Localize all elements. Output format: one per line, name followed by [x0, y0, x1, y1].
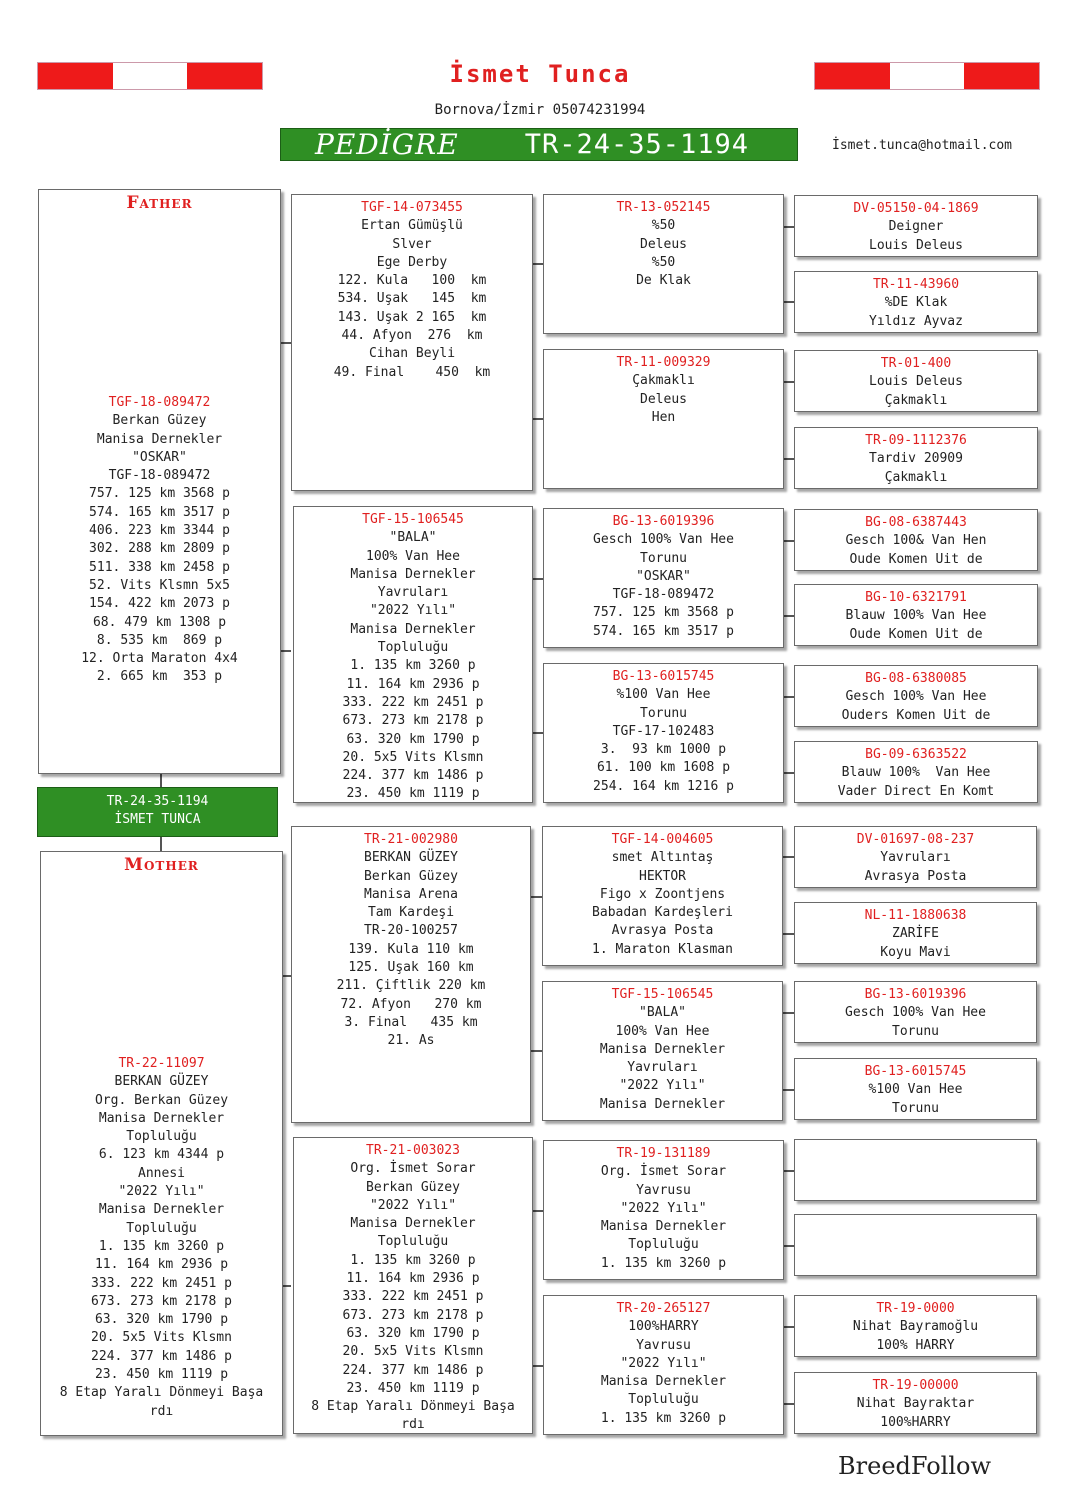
great-grandparent-card[interactable]	[542, 826, 783, 966]
pedigree-line: Annesi	[138, 1165, 185, 1181]
pedigree-line: Topluluğu	[126, 1220, 197, 1236]
pedigree-line: 100%HARRY	[880, 1414, 951, 1430]
pedigree-line: 211. Çiftlik 220 km	[336, 978, 486, 994]
pedigree-line: 333. 222 km 2451 p	[342, 694, 484, 710]
pedigree-line: 8 Etap Yaralı Dönmeyi Başa	[59, 1385, 264, 1401]
pedigree-line: "OSKAR"	[132, 449, 187, 465]
pedigree-line: 406. 223 km 3344 p	[89, 523, 230, 539]
pedigree-line: "OSKAR"	[636, 568, 691, 584]
subject-bird-card[interactable]	[37, 787, 278, 837]
pedigree-line: 139. Kula 110 km	[348, 941, 474, 957]
pedigree-line: BERKAN GÜZEY	[364, 850, 458, 866]
pedigree-line: Louis Deleus	[869, 237, 963, 253]
pedigree-line: Avrasya Posta	[864, 868, 967, 884]
connector-gen3	[784, 615, 794, 617]
pedigree-line: 11. 164 km 2936 p	[346, 676, 480, 692]
pedigree-line: Berkan Güzey	[366, 1179, 460, 1195]
ring-number: TR-21-003023	[366, 1143, 460, 1158]
paternal-grandsire-card[interactable]	[291, 194, 533, 491]
pedigree-line: 302. 288 km 2809 p	[89, 541, 230, 557]
pedigree-line: 63. 320 km 1790 p	[346, 1325, 480, 1341]
pedigree-line: 224. 377 km 1486 p	[342, 1362, 484, 1378]
pedigree-line: 21. As	[387, 1033, 435, 1049]
maternal-granddam-card[interactable]	[293, 1137, 533, 1434]
pedigree-line: 574. 165 km 3517 p	[593, 623, 734, 639]
ggp-card[interactable]	[794, 350, 1038, 412]
ggp-card[interactable]	[794, 1295, 1037, 1357]
great-grandparent-card[interactable]	[543, 194, 784, 334]
pedigree-line: Yavrusu	[636, 1337, 691, 1353]
pedigree-line: 49. Final 450 km	[333, 364, 491, 380]
connector-gen2	[533, 1365, 543, 1367]
pedigree-line: Torunu	[892, 1100, 939, 1116]
pedigree-line: "2022 Yılı"	[620, 1200, 707, 1216]
ring-number: TGF-14-004605	[611, 832, 714, 847]
pedigree-line: 125. Uşak 160 km	[348, 960, 474, 976]
ggp-card[interactable]	[794, 665, 1038, 727]
connector-gen1-mother	[283, 1285, 291, 1287]
ring-number: BG-13-6019396	[612, 514, 715, 529]
mother-label: Mother	[124, 855, 199, 875]
pedigree-line: 143. Uşak 2 165 km	[337, 309, 487, 325]
ring-number: BG-13-6019396	[864, 987, 967, 1002]
pedigree-line: TGF-18-089472	[612, 587, 715, 603]
great-grandparent-card[interactable]	[543, 349, 784, 489]
pedigree-line: Deigner	[888, 219, 944, 235]
pedigree-line: Manisa Dernekler	[98, 1110, 225, 1126]
pedigree-line: 8 Etap Yaralı Dönmeyi Başa	[311, 1399, 515, 1415]
pedigree-line: 673. 273 km 2178 p	[91, 1293, 232, 1309]
pedigree-line: Nihat Bayramoğlu	[852, 1319, 979, 1335]
pedigree-line: 224. 377 km 1486 p	[342, 768, 484, 784]
pedigree-line: Yavrusu	[636, 1182, 691, 1198]
pedigree-line: "BALA"	[389, 530, 437, 546]
pedigree-line: 11. 164 km 2936 p	[346, 1271, 480, 1287]
pedigree-line: Manisa Dernekler	[96, 431, 223, 447]
pedigree-line: 100% HARRY	[876, 1337, 955, 1353]
ring-number: BG-13-6015745	[612, 669, 715, 684]
pedigree-line: Avrasya Posta	[611, 923, 714, 939]
ring-number: TR-22-11097	[118, 1056, 205, 1071]
ggp-card-empty[interactable]	[794, 1214, 1037, 1276]
pedigree-line: Manisa Dernekler	[350, 621, 476, 637]
pedigree-line: Ertan Gümüşlü	[361, 218, 463, 234]
ggp-card-empty[interactable]	[794, 1139, 1037, 1201]
connector-gen2	[533, 418, 543, 420]
pedigree-line: 23. 450 km 1119 p	[94, 1367, 229, 1383]
pedigree-line: Hen	[651, 409, 676, 425]
pedigree-line: Deleus	[640, 391, 687, 407]
pedigree-line: "2022 Yılı"	[369, 603, 457, 619]
pedigree-line: 20. 5x5 Vits Klsmn	[342, 1344, 484, 1360]
pedigree-line: Org. İsmet Sorar	[350, 1161, 476, 1177]
ring-number: TGF-15-106545	[362, 512, 464, 527]
pedigree-line: 12. Orta Maraton 4x4	[81, 651, 238, 667]
ring-number: TR-09-1112376	[865, 433, 967, 448]
ring-number: BG-08-6387443	[865, 515, 967, 530]
great-grandparent-card[interactable]	[543, 1140, 784, 1280]
ring-number: BG-10-6321791	[865, 590, 967, 605]
pedigree-line: Topluluğu	[628, 1392, 699, 1408]
pedigree-line: Gesch 100& Van Hen	[845, 533, 987, 549]
pedigree-line: 224. 377 km 1486 p	[91, 1348, 232, 1364]
pedigree-line: 534. Uşak 145 km	[337, 291, 487, 307]
pedigree-line: Topluluğu	[126, 1129, 197, 1145]
pedigree-line: 1. 135 km 3260 p	[600, 1410, 727, 1426]
pedigree-line: TR-20-100257	[364, 923, 458, 939]
pedigree-line: Louis Deleus	[869, 374, 963, 390]
ring-number: DV-05150-04-1869	[853, 201, 979, 216]
connector-gen3	[784, 458, 794, 460]
pedigree-line: De Klak	[636, 273, 691, 289]
connector-gen3	[784, 381, 794, 383]
pedigree-line: 8. 535 km 869 p	[96, 632, 223, 648]
pedigree-line: Torunu	[892, 1023, 939, 1039]
pedigree-line: 757. 125 km 3568 p	[593, 605, 734, 621]
ring-number: TGF-15-106545	[611, 987, 714, 1002]
pedigree-line: 52. Vits Klsmn 5x5	[89, 577, 230, 593]
pedigree-line: Oude Komen Uit de	[849, 551, 983, 567]
pedigree-line: Torunu	[640, 705, 687, 721]
pedigree-line: %100 Van Hee	[868, 1082, 963, 1098]
connector-gen3	[784, 226, 794, 228]
pedigree-line: %DE Klak	[884, 295, 948, 311]
pedigree-line: 757. 125 km 3568 p	[89, 486, 230, 502]
pedigree-line: TGF-17-102483	[612, 723, 715, 739]
ring-number: TR-21-002980	[364, 832, 458, 847]
connector-gen1-father	[281, 650, 291, 652]
pedigree-line: 1. 135 km 3260 p	[350, 1252, 476, 1268]
pedigree-line: Blauw 100% Van Hee	[841, 765, 991, 781]
pedigree-line: Figo x Zoontjens	[599, 886, 726, 902]
pedigree-line: Çakmaklı	[632, 373, 695, 389]
pedigree-line: Çakmaklı	[884, 469, 948, 485]
banner-ring: TR-24-35-1194	[524, 129, 750, 160]
ggp-card[interactable]	[794, 902, 1037, 964]
ggp-card[interactable]	[794, 509, 1038, 571]
pedigree-line: Koyu Mavi	[880, 944, 951, 960]
subject-owner: İSMET TUNCA	[114, 812, 201, 827]
owner-email: İsmet.tunca@hotmail.com	[832, 138, 1013, 153]
great-grandparent-card[interactable]	[543, 508, 784, 648]
pedigree-line: "2022 Yılı"	[619, 1078, 706, 1094]
ggp-card[interactable]	[794, 1372, 1037, 1434]
ggp-card[interactable]	[794, 741, 1038, 803]
pedigree-line: 72. Afyon 270 km	[340, 996, 482, 1012]
pedigree-line: rdı	[401, 1417, 425, 1433]
connector-gen2	[533, 1210, 543, 1212]
pedigree-line: 154. 422 km 2073 p	[89, 596, 230, 612]
mother-card[interactable]	[40, 851, 283, 1436]
pedigree-line: Cihan Beyli	[368, 346, 456, 362]
pedigree-line: Gesch 100% Van Hee	[845, 689, 987, 705]
pedigree-line: Org. İsmet Sorar	[600, 1164, 727, 1180]
pedigree-line: Gesch 100% Van Hee	[593, 532, 734, 548]
paternal-granddam-card[interactable]	[293, 506, 533, 803]
connector-gen3	[784, 1245, 794, 1247]
pedigree-line: Manisa Dernekler	[600, 1219, 727, 1235]
connector-gen3	[783, 1012, 794, 1014]
pedigree-line: Deleus	[640, 236, 687, 252]
pedigree-line: 673. 273 km 2178 p	[342, 1307, 484, 1323]
pedigree-line: 673. 273 km 2178 p	[342, 713, 484, 729]
pedigree-line: 6. 123 km 4344 p	[98, 1147, 225, 1163]
pedigree-line: Yavruları	[627, 1060, 698, 1076]
pedigree-line: 574. 165 km 3517 p	[89, 504, 230, 520]
connector-gen3	[783, 933, 794, 935]
ring-number: TR-19-0000	[876, 1301, 955, 1316]
pedigree-line: BERKAN GÜZEY	[114, 1074, 209, 1090]
pedigree-line: "BALA"	[639, 1005, 686, 1021]
pedigree-line: rdı	[149, 1403, 174, 1419]
pedigree-line: 254. 164 km 1216 p	[593, 778, 734, 794]
ring-number: TR-11-43960	[872, 277, 960, 292]
pedigree-line: Manisa Dernekler	[600, 1374, 727, 1390]
connector-gen1-mother	[283, 975, 291, 977]
brand-logo: BreedFollow	[838, 1452, 992, 1480]
ring-number: TGF-14-073455	[361, 200, 463, 215]
pedigree-line: Yavruları	[880, 850, 951, 866]
pedigree-line: Tam Kardeşi	[367, 905, 455, 921]
pedigree-line: 3. Final 435 km	[344, 1014, 478, 1030]
ring-number: BG-13-6015745	[864, 1064, 967, 1079]
pedigree-line: Manisa Dernekler	[350, 566, 476, 582]
ring-number: DV-01697-08-237	[856, 832, 975, 847]
pedigree-line: TGF-18-089472	[108, 468, 211, 484]
pedigree-line: Gesch 100% Van Hee	[845, 1005, 986, 1021]
pedigree-line: Yavruları	[377, 585, 449, 601]
banner-title: PEDİGRE	[315, 128, 459, 161]
pedigree-line: Berkan Güzey	[112, 413, 207, 429]
connector-gen2	[533, 578, 543, 580]
pedigree-line: Babadan Kardeşleri	[592, 905, 733, 921]
pedigree-line: %50	[651, 254, 676, 270]
pedigree-line: %100 Van Hee	[616, 687, 711, 703]
connector-gen3	[783, 1089, 794, 1091]
ggp-card[interactable]	[794, 981, 1037, 1043]
pedigree-line: 3. 93 km 1000 p	[600, 742, 727, 758]
pedigree-line: 333. 222 km 2451 p	[342, 1289, 484, 1305]
ggp-card[interactable]	[794, 427, 1038, 489]
ring-number: NL-11-1880638	[864, 908, 967, 923]
connector-gen3	[783, 856, 794, 858]
pedigree-line: 100% Van Hee	[366, 548, 460, 564]
owner-location-phone: Bornova/İzmir 05074231994	[434, 102, 646, 118]
ggp-card[interactable]	[794, 195, 1038, 257]
pedigree-line: Topluluğu	[377, 640, 449, 656]
great-grandparent-card[interactable]	[543, 1295, 784, 1435]
pedigree-banner	[280, 128, 798, 161]
pedigree-line: Ouders Komen Uit de	[841, 707, 991, 723]
pedigree-line: Yıldız Ayvaz	[869, 313, 963, 329]
connector-gen3	[784, 772, 794, 774]
pedigree-line: 333. 222 km 2451 p	[91, 1275, 232, 1291]
connector-gen2	[533, 263, 543, 265]
owner-name: İsmet Tunca	[449, 60, 631, 88]
pedigree-line: 44. Afyon 276 km	[341, 328, 483, 344]
subject-ring: TR-24-35-1194	[106, 794, 209, 809]
ggp-card[interactable]	[794, 271, 1038, 333]
ring-number: BG-09-6363522	[865, 747, 967, 762]
pedigree-line: Vader Direct En Komt	[837, 783, 995, 799]
connector-gen1-father	[281, 342, 291, 344]
pedigree-line: "2022 Yılı"	[369, 1197, 457, 1213]
pedigree-line: "2022 Yılı"	[620, 1355, 707, 1371]
pedigree-line: 511. 338 km 2458 p	[89, 559, 230, 575]
great-grandparent-card[interactable]	[542, 981, 783, 1121]
ggp-card[interactable]	[794, 1058, 1037, 1120]
pedigree-line: 23. 450 km 1119 p	[346, 786, 480, 802]
connector-subject-mother	[160, 837, 162, 851]
pedigree-line: 100%HARRY	[628, 1319, 699, 1335]
ring-number: TR-01-400	[880, 356, 952, 371]
pedigree-line: Oude Komen Uit de	[849, 626, 983, 642]
pedigree-line: Manisa Dernekler	[98, 1202, 225, 1218]
pedigree-line: 20. 5x5 Vits Klsmn	[91, 1330, 232, 1346]
ring-number: TR-19-131189	[616, 1146, 711, 1161]
pedigree-line: Nihat Bayraktar	[856, 1396, 975, 1412]
pedigree-line: 23. 450 km 1119 p	[346, 1380, 480, 1396]
connector-gen3	[784, 540, 794, 542]
pedigree-line: Topluluğu	[377, 1234, 449, 1250]
pedigree-line: 63. 320 km 1790 p	[94, 1312, 229, 1328]
pedigree-line: "2022 Yılı"	[118, 1184, 205, 1200]
pedigree-line: Manisa Dernekler	[350, 1216, 476, 1232]
father-card[interactable]	[38, 189, 281, 774]
pedigree-line: Manisa Dernekler	[599, 1096, 726, 1112]
ring-number: TR-13-052145	[616, 200, 711, 215]
maternal-grandsire-card[interactable]	[291, 826, 531, 1123]
connector-gen3	[784, 1170, 794, 1172]
father-label: Father	[126, 193, 193, 213]
connector-gen3	[784, 301, 794, 303]
ring-number: TR-20-265127	[616, 1301, 711, 1316]
connector-gen3	[784, 1326, 794, 1328]
connector-gen3	[784, 696, 794, 698]
ggp-card[interactable]	[794, 826, 1037, 888]
pedigree-line: Manisa Arena	[364, 886, 458, 902]
pedigree-line: 68. 479 km 1308 p	[92, 614, 227, 630]
pedigree-line: 1. 135 km 3260 p	[350, 658, 476, 674]
pedigree-line: 61. 100 km 1608 p	[596, 760, 731, 776]
pedigree-line: HEKTOR	[639, 868, 686, 884]
ring-number: BG-08-6380085	[865, 671, 967, 686]
pedigree-line: ZARİFE	[892, 926, 939, 942]
pedigree-line: Slver	[392, 236, 432, 252]
pedigree-line: %50	[651, 218, 676, 234]
pedigree-line: 1. 135 km 3260 p	[600, 1255, 727, 1271]
ring-number: TR-19-00000	[872, 1378, 959, 1393]
connector-father-subject	[160, 773, 162, 787]
pedigree-line: Berkan Güzey	[364, 868, 458, 884]
pedigree-line: Topluluğu	[628, 1237, 699, 1253]
pedigree-line: 63. 320 km 1790 p	[346, 731, 480, 747]
pedigree-line: Torunu	[640, 550, 687, 566]
pedigree-line: 1. Maraton Klasman	[592, 941, 733, 957]
pedigree-line: Blauw 100% Van Hee	[845, 608, 987, 624]
connector-gen2	[533, 732, 543, 734]
pedigree-line: Çakmaklı	[884, 392, 948, 408]
ggp-card[interactable]	[794, 584, 1038, 646]
great-grandparent-card[interactable]	[543, 663, 784, 803]
pedigree-line: Manisa Dernekler	[599, 1041, 726, 1057]
pedigree-line: smet Altıntaş	[611, 850, 714, 866]
pedigree-line: Org. Berkan Güzey	[94, 1092, 229, 1108]
pedigree-line: 2. 665 km 353 p	[96, 669, 223, 685]
pedigree-line: Ege Derby	[376, 254, 448, 270]
pedigree-line: 1. 135 km 3260 p	[98, 1238, 225, 1254]
pedigree-line: 122. Kula 100 km	[337, 273, 487, 289]
pedigree-line: Tardiv 20909	[869, 451, 963, 467]
pedigree-line: 20. 5x5 Vits Klsmn	[342, 749, 484, 765]
ring-number: TGF-18-089472	[108, 395, 211, 410]
ring-number: TR-11-009329	[616, 355, 711, 370]
connector-gen3	[784, 1403, 794, 1405]
pedigree-line: 100% Van Hee	[615, 1023, 710, 1039]
pedigree-line: 11. 164 km 2936 p	[94, 1257, 229, 1273]
